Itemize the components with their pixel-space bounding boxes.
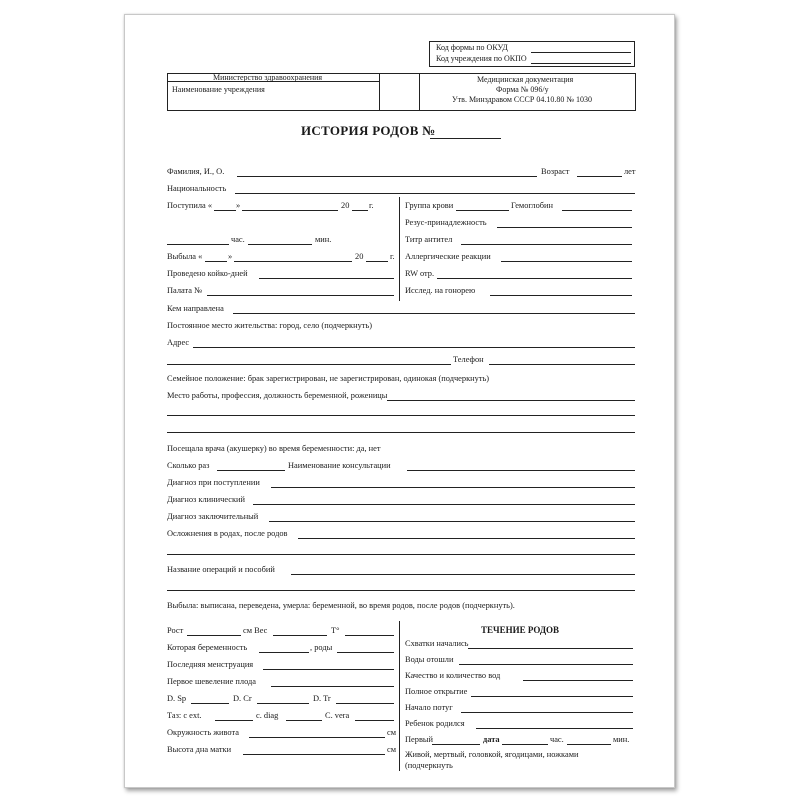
antibody-titer-field[interactable] xyxy=(461,244,632,245)
hour-label: час. xyxy=(550,735,564,744)
height-label: Рост xyxy=(167,626,184,635)
fundus-field[interactable] xyxy=(243,754,385,755)
first-child-field[interactable] xyxy=(432,744,480,745)
okpo-field[interactable] xyxy=(531,63,631,64)
dx-final-label: Диагноз заключительный xyxy=(167,512,259,521)
times-label: Сколько раз xyxy=(167,461,210,470)
operations-field-2[interactable] xyxy=(167,590,635,591)
last-menses-field[interactable] xyxy=(263,669,394,670)
hemoglobin-field[interactable] xyxy=(562,210,632,211)
header-divider-1 xyxy=(379,73,380,110)
weight-field[interactable] xyxy=(273,635,327,636)
operations-label: Название операций и пособий xyxy=(167,565,275,574)
okud-label: Код формы по ОКУД xyxy=(436,43,508,52)
complications-field-2[interactable] xyxy=(167,554,635,555)
min-label: мин. xyxy=(613,735,630,744)
workplace-label: Место работы, профессия, должность беременной, роженицы xyxy=(167,391,388,400)
dx-admission-field[interactable] xyxy=(271,487,635,488)
date-label: дата xyxy=(483,735,500,744)
form-number-label: Форма № 096/у xyxy=(496,85,549,94)
institution-label: Наименование учреждения xyxy=(172,85,265,94)
abdomen-cm: см xyxy=(387,728,397,737)
dcr-label: D. Cr xyxy=(233,694,252,703)
hour-field[interactable] xyxy=(567,744,611,745)
surname-label: Фамилия, И., О. xyxy=(167,167,225,176)
complications-label: Осложнения в родах, после родов xyxy=(167,529,288,538)
workplace-field-3[interactable] xyxy=(167,432,635,433)
blood-group-field[interactable] xyxy=(456,210,509,211)
years-label: лет xyxy=(624,167,636,176)
weight-label: см Вес xyxy=(243,626,268,635)
dtr-field[interactable] xyxy=(336,703,394,704)
pregnancy-field[interactable] xyxy=(259,652,309,653)
ministry-label: Министерство здравоохранения xyxy=(213,73,323,82)
operations-field[interactable] xyxy=(291,574,635,575)
admitted-quote: » xyxy=(236,201,241,210)
discharged-year-prefix: 20 xyxy=(355,252,364,261)
address-label: Адрес xyxy=(167,338,190,347)
alive-label: Живой, мертвый, головкой, ягодицами, ножками xyxy=(405,750,579,759)
last-menses-label: Последняя менструация xyxy=(167,660,254,669)
discharged-quote: » xyxy=(228,252,233,261)
cdiag-label: c. diag xyxy=(256,711,279,720)
dsp-label: D. Sp xyxy=(167,694,187,703)
surname-field[interactable] xyxy=(237,176,537,177)
first-movement-label: Первое шевеление плода xyxy=(167,677,256,686)
contractions-label: Схватки начались xyxy=(405,639,469,648)
ward-field[interactable] xyxy=(207,295,394,296)
history-number-field[interactable] xyxy=(430,138,501,139)
dcr-field[interactable] xyxy=(257,703,309,704)
discharged-year-field[interactable] xyxy=(366,261,388,262)
blood-group-label: Группа крови xyxy=(405,201,454,210)
rw-field[interactable] xyxy=(437,278,632,279)
contractions-field[interactable] xyxy=(468,648,633,649)
referred-by-label: Кем направлена xyxy=(167,304,224,313)
admitted-year-field[interactable] xyxy=(352,210,368,211)
consultation-label: Наименование консультации xyxy=(288,461,391,470)
first-child-label: Первый xyxy=(405,735,434,744)
underline-note: (подчеркнуть xyxy=(405,761,453,770)
admitted-day-field[interactable] xyxy=(214,210,236,211)
child-born-label: Ребенок родился xyxy=(405,719,465,728)
discharged-label: Выбыла « xyxy=(167,252,203,261)
nationality-field[interactable] xyxy=(235,193,635,194)
rh-label: Резус-принадлежность xyxy=(405,218,487,227)
temperature-field[interactable] xyxy=(345,635,394,636)
discharged-year-abbr: г. xyxy=(390,252,395,261)
workplace-field[interactable] xyxy=(387,400,635,401)
fundus-cm: см xyxy=(387,745,397,754)
full-opening-label: Полное открытие xyxy=(405,687,468,696)
admitted-minute-field[interactable] xyxy=(248,244,312,245)
residence-label: Постоянное место жительства: город, село (подчеркнуть) xyxy=(167,321,373,330)
labor-heading: ТЕЧЕНИЕ РОДОВ xyxy=(481,625,560,635)
phone-field[interactable] xyxy=(489,364,635,365)
allergic-field[interactable] xyxy=(501,261,632,262)
visited-label: Посещала врача (акушерку) во время беременности: да, нет xyxy=(167,444,381,453)
dx-clinical-label: Диагноз клинический xyxy=(167,495,246,504)
dx-admission-label: Диагноз при поступлении xyxy=(167,478,260,487)
pelvis-ext-field[interactable] xyxy=(215,720,253,721)
dsp-field[interactable] xyxy=(191,703,229,704)
hemoglobin-label: Гемоглобин xyxy=(511,201,554,210)
dx-final-field[interactable] xyxy=(269,521,635,522)
okpo-label: Код учреждения по ОКПО xyxy=(436,54,527,63)
phone-label: Телефон xyxy=(453,355,484,364)
abdomen-label: Окружность живота xyxy=(167,728,239,737)
births-field[interactable] xyxy=(337,652,394,653)
consultation-field[interactable] xyxy=(407,470,635,471)
age-field[interactable] xyxy=(577,176,622,177)
date-field[interactable] xyxy=(502,744,548,745)
discharged-month-field[interactable] xyxy=(234,261,352,262)
middle-divider xyxy=(399,197,400,301)
cvera-label: C. vera xyxy=(325,711,350,720)
fundus-label: Высота дна матки xyxy=(167,745,232,754)
age-label: Возраст xyxy=(541,167,570,176)
cvera-field[interactable] xyxy=(355,720,394,721)
temperature-label: T° xyxy=(331,626,340,635)
header-divider-2 xyxy=(419,73,420,110)
workplace-field-2[interactable] xyxy=(167,415,635,416)
pushing-field[interactable] xyxy=(461,712,633,713)
rw-label: RW отр. xyxy=(405,269,435,278)
address-field[interactable] xyxy=(193,347,635,348)
dx-clinical-field[interactable] xyxy=(253,504,635,505)
water-quality-label: Качество и количество вод xyxy=(405,671,501,680)
rh-field[interactable] xyxy=(497,227,632,228)
admitted-year-abbr: г. xyxy=(369,201,374,210)
gonorrhea-label: Исслед. на гонорею xyxy=(405,286,476,295)
allergic-label: Аллергические реакции xyxy=(405,252,491,261)
page-title: ИСТОРИЯ РОДОВ № xyxy=(301,123,436,138)
discharged-day-field[interactable] xyxy=(205,261,227,262)
births-label: , роды xyxy=(310,643,333,652)
child-born-field[interactable] xyxy=(476,728,633,729)
first-movement-field[interactable] xyxy=(271,686,394,687)
admitted-month-field[interactable] xyxy=(242,210,338,211)
waters-label: Воды отошли xyxy=(405,655,454,664)
complications-field[interactable] xyxy=(298,538,635,539)
bed-days-label: Проведено койко-дней xyxy=(167,269,248,278)
gonorrhea-field[interactable] xyxy=(490,295,632,296)
pushing-label: Начало потуг xyxy=(405,703,453,712)
height-field[interactable] xyxy=(187,635,241,636)
antibody-titer-label: Титр антител xyxy=(405,235,453,244)
bottom-divider xyxy=(399,621,400,771)
bed-days-field[interactable] xyxy=(259,278,394,279)
pelvis-label: Таз: с ext. xyxy=(167,711,202,720)
admitted-minutes-label: мин. xyxy=(315,235,332,244)
admitted-hours-label: час. xyxy=(231,235,245,244)
water-quality-field[interactable] xyxy=(523,680,633,681)
dtr-label: D. Tr xyxy=(313,694,331,703)
outcome-label: Выбыла: выписана, переведена, умерла: беременной, во время родов, после родов (подчеркнуть). xyxy=(167,601,515,610)
admitted-label: Поступила « xyxy=(167,201,213,210)
admitted-year-prefix: 20 xyxy=(341,201,350,210)
abdomen-field[interactable] xyxy=(249,737,385,738)
address-field-2[interactable] xyxy=(167,364,451,365)
okud-field[interactable] xyxy=(531,52,631,53)
form-page xyxy=(124,14,675,788)
doc-type-label: Медицинская документация xyxy=(477,75,574,84)
marital-label: Семейное положение: брак зарегистрирован, не зарегистрирован, одинокая (подчеркнуть) xyxy=(167,374,490,383)
ward-label: Палата № xyxy=(167,286,203,295)
admitted-hour-field[interactable] xyxy=(167,244,229,245)
times-field[interactable] xyxy=(217,470,285,471)
waters-field[interactable] xyxy=(459,664,633,665)
referred-by-field[interactable] xyxy=(233,313,635,314)
pregnancy-label: Которая беременность xyxy=(167,643,248,652)
cdiag-field[interactable] xyxy=(286,720,322,721)
full-opening-field[interactable] xyxy=(471,696,633,697)
nationality-label: Национальность xyxy=(167,184,227,193)
approval-label: Утв. Минздравом СССР 04.10.80 № 1030 xyxy=(452,95,592,104)
